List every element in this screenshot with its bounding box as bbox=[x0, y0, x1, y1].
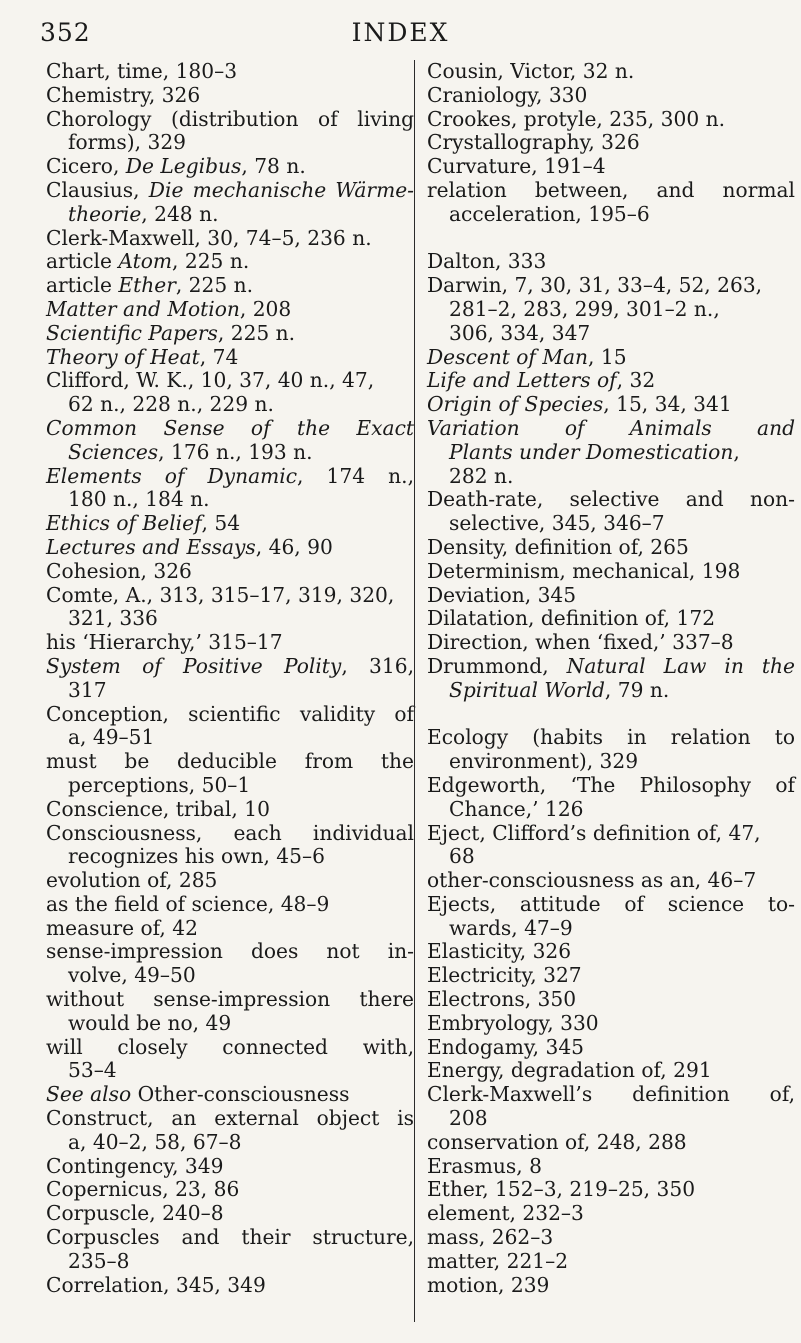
index-text: Corpuscles and their structure, bbox=[46, 1225, 414, 1250]
index-text: Other-consciousness bbox=[131, 1082, 350, 1107]
index-subentry-line bbox=[427, 917, 795, 941]
index-text: Deviation, 345 bbox=[427, 582, 577, 607]
index-subentry-line bbox=[46, 1250, 414, 1274]
index-title-text: Die mechanische Wärme- bbox=[148, 177, 414, 202]
index-entry-line bbox=[46, 798, 414, 822]
index-title-text: See also bbox=[46, 1082, 132, 1107]
index-entry-line bbox=[427, 1012, 795, 1036]
index-text: Dilatation, definition of, 172 bbox=[427, 606, 716, 631]
index-entry-line bbox=[427, 346, 795, 370]
index-entry-line bbox=[46, 179, 414, 203]
index-text: other-consciousness as an, 46–7 bbox=[427, 868, 757, 893]
index-entry-line bbox=[427, 1178, 795, 1202]
index-text: 306, 334, 347 bbox=[449, 320, 591, 345]
index-entry-line bbox=[427, 893, 795, 917]
index-title-text: theorie bbox=[68, 201, 142, 226]
index-text: , 208 bbox=[239, 296, 292, 321]
index-entry-line bbox=[427, 988, 795, 1012]
index-entry-line bbox=[427, 1131, 795, 1155]
index-text: a, 49–51 bbox=[68, 725, 155, 750]
index-text: Edgeworth, ‘The Philosophy of bbox=[427, 772, 795, 797]
index-subentry-line bbox=[46, 774, 414, 798]
index-text: measure of, 42 bbox=[46, 915, 198, 940]
index-subentry-line bbox=[427, 441, 795, 465]
index-text: selective, 345, 346–7 bbox=[449, 511, 665, 536]
index-title-text: Spiritual World bbox=[449, 677, 605, 702]
index-text: , 316, bbox=[341, 653, 414, 678]
index-entry-line bbox=[46, 584, 414, 608]
index-subentry-line bbox=[46, 131, 414, 155]
index-text: Correlation, 345, 349 bbox=[46, 1272, 266, 1297]
index-text: Chorology (distribution of living bbox=[46, 106, 414, 131]
index-text: Clerk-Maxwell’s definition of, bbox=[427, 1082, 795, 1107]
index-text: Clifford, W. K., 10, 37, 40 n., 47, bbox=[46, 368, 375, 393]
index-text: acceleration, 195–6 bbox=[449, 201, 650, 226]
index-entry-line bbox=[427, 560, 795, 584]
index-entry-line bbox=[427, 1036, 795, 1060]
index-text: Comte, A., 313, 315–17, 319, 320, bbox=[46, 582, 395, 607]
index-entry-line bbox=[46, 869, 414, 893]
index-text: Copernicus, 23, 86 bbox=[46, 1177, 240, 1202]
index-entry-line bbox=[46, 298, 414, 322]
index-text: as the field of science, 48–9 bbox=[46, 891, 330, 916]
index-text: , 176 n., 193 n. bbox=[158, 439, 313, 464]
index-subentry-line bbox=[46, 845, 414, 869]
index-text: motion, 239 bbox=[427, 1272, 550, 1297]
index-text: Chemistry, 326 bbox=[46, 82, 201, 107]
index-entry-line bbox=[427, 822, 795, 846]
index-text: 53–4 bbox=[68, 1058, 117, 1083]
index-text: mass, 262–3 bbox=[427, 1225, 554, 1250]
index-title-text: Theory of Heat bbox=[46, 344, 200, 369]
index-column-right bbox=[427, 60, 795, 1297]
index-entry-line bbox=[427, 1250, 795, 1274]
index-text: , 225 n. bbox=[175, 273, 254, 298]
index-text: forms), 329 bbox=[68, 130, 187, 155]
index-text: Crystallography, 326 bbox=[427, 130, 640, 155]
index-entry-line bbox=[46, 1107, 414, 1131]
index-text: Cicero, bbox=[46, 154, 126, 179]
index-subentry-line bbox=[427, 798, 795, 822]
index-text: his ‘Hierarchy,’ 315–17 bbox=[46, 630, 283, 655]
index-entry-line bbox=[427, 1202, 795, 1226]
index-subentry-line bbox=[427, 512, 795, 536]
index-subentry-line bbox=[46, 203, 414, 227]
index-text: 208 bbox=[449, 1106, 488, 1131]
index-text: , 174 n., bbox=[297, 463, 415, 488]
index-text: 282 n. bbox=[449, 463, 514, 488]
index-subentry-line bbox=[46, 441, 414, 465]
index-text: Endogamy, 345 bbox=[427, 1034, 585, 1059]
index-text: , 46, 90 bbox=[255, 534, 333, 559]
index-entry-line bbox=[46, 1155, 414, 1179]
index-text: Ecology (habits in relation to bbox=[427, 725, 795, 750]
index-text: Cousin, Victor, 32 n. bbox=[427, 59, 635, 83]
index-entry-line bbox=[46, 369, 414, 393]
index-text: , 32 bbox=[616, 368, 656, 393]
index-entry-line bbox=[427, 488, 795, 512]
index-entry-line bbox=[427, 155, 795, 179]
index-title-text: Scientific Papers bbox=[46, 320, 218, 345]
index-subentry-line bbox=[46, 488, 414, 512]
index-text: Conception, scientific validity of bbox=[46, 701, 414, 726]
index-text: wards, 47–9 bbox=[449, 915, 573, 940]
index-entry-line bbox=[427, 964, 795, 988]
page-title: INDEX bbox=[351, 18, 450, 47]
index-text: Energy, degradation of, 291 bbox=[427, 1058, 712, 1083]
index-subentry-line bbox=[427, 322, 795, 346]
index-text: Chance,’ 126 bbox=[449, 796, 584, 821]
index-text: , 15, 34, 341 bbox=[603, 392, 732, 417]
index-text: , 78 n. bbox=[241, 154, 306, 179]
index-text: Elasticity, 326 bbox=[427, 939, 572, 964]
index-entry-line bbox=[46, 1274, 414, 1298]
index-title-text: Origin of Species bbox=[427, 392, 604, 417]
index-entry-line bbox=[46, 512, 414, 536]
index-subentry-line bbox=[46, 607, 414, 631]
index-text: Ejects, attitude of science to- bbox=[427, 891, 795, 916]
index-title-text: Matter and Motion bbox=[46, 296, 240, 321]
index-entry-line bbox=[46, 1083, 414, 1107]
index-entry-line bbox=[46, 322, 414, 346]
section-gap bbox=[427, 703, 795, 727]
index-entry-line bbox=[427, 584, 795, 608]
index-text: element, 232–3 bbox=[427, 1201, 584, 1226]
index-column-left bbox=[46, 60, 414, 1297]
index-entry-line bbox=[427, 393, 795, 417]
index-title-text: Plants under Domestication bbox=[449, 439, 734, 464]
index-text: Determinism, mechanical, 198 bbox=[427, 558, 741, 583]
page-header bbox=[0, 14, 801, 54]
index-entry-line bbox=[46, 893, 414, 917]
index-subentry-line bbox=[46, 1131, 414, 1155]
index-entry-line bbox=[427, 60, 795, 84]
index-text: environment), 329 bbox=[449, 749, 639, 774]
index-text: Corpuscle, 240–8 bbox=[46, 1201, 224, 1226]
index-text: Cohesion, 326 bbox=[46, 558, 192, 583]
index-entry-line bbox=[427, 726, 795, 750]
index-text: must be deducible from the bbox=[46, 749, 414, 774]
index-title-text: System of Positive Polity bbox=[46, 653, 342, 678]
index-entry-line bbox=[427, 607, 795, 631]
index-subentry-line bbox=[427, 298, 795, 322]
index-text: , 15 bbox=[588, 344, 627, 369]
index-entry-line bbox=[46, 1202, 414, 1226]
index-entry-line bbox=[46, 227, 414, 251]
index-entry-line bbox=[46, 655, 414, 679]
index-text: 317 bbox=[68, 677, 107, 702]
index-entry-line bbox=[427, 108, 795, 132]
index-entry-line bbox=[427, 1059, 795, 1083]
index-entry-line bbox=[46, 631, 414, 655]
index-text: perceptions, 50–1 bbox=[68, 772, 251, 797]
index-text: Eject, Clifford’s definition of, 47, bbox=[427, 820, 761, 845]
index-entry-line bbox=[427, 774, 795, 798]
index-subentry-line bbox=[427, 679, 795, 703]
index-entry-line bbox=[46, 917, 414, 941]
index-text: article bbox=[46, 273, 119, 298]
index-text: 62 n., 228 n., 229 n. bbox=[68, 392, 274, 417]
index-text: Curvature, 191–4 bbox=[427, 154, 606, 179]
index-text: 180 n., 184 n. bbox=[68, 487, 210, 512]
index-subentry-line bbox=[46, 679, 414, 703]
index-text: sense-impression does not in- bbox=[46, 939, 414, 964]
index-entry-line bbox=[427, 369, 795, 393]
index-text: Contingency, 349 bbox=[46, 1153, 224, 1178]
index-entry-line bbox=[46, 155, 414, 179]
index-title-text: Natural Law in the bbox=[566, 653, 795, 678]
index-entry-line bbox=[427, 655, 795, 679]
index-text: Clausius, bbox=[46, 177, 149, 202]
index-title-text: Ether bbox=[118, 273, 176, 298]
index-entry-line bbox=[427, 1274, 795, 1298]
index-entry-line bbox=[46, 417, 414, 441]
index-entry-line bbox=[46, 822, 414, 846]
index-entry-line bbox=[427, 869, 795, 893]
index-entry-line bbox=[427, 250, 795, 274]
index-text: conservation of, 248, 288 bbox=[427, 1129, 687, 1154]
index-title-text: Ethics of Belief bbox=[46, 511, 202, 536]
index-text: , 79 n. bbox=[604, 677, 670, 702]
index-entry-line bbox=[427, 631, 795, 655]
index-title-text: De Legibus bbox=[125, 154, 242, 179]
index-title-text: Life and Letters of bbox=[427, 368, 617, 393]
index-text: matter, 221–2 bbox=[427, 1248, 569, 1273]
index-text: , 225 n. bbox=[217, 320, 296, 345]
index-text: Craniology, 330 bbox=[427, 82, 588, 107]
index-entry-line bbox=[427, 417, 795, 441]
section-gap bbox=[427, 227, 795, 251]
index-text: Electrons, 350 bbox=[427, 987, 577, 1012]
index-entry-line bbox=[46, 250, 414, 274]
index-text: , bbox=[733, 439, 740, 464]
index-text: Clerk-Maxwell, 30, 74–5, 236 n. bbox=[46, 225, 372, 250]
index-text: Construct, an external object is bbox=[46, 1106, 414, 1131]
index-text: Death-rate, selective and non- bbox=[427, 487, 795, 512]
index-text: recognizes his own, 45–6 bbox=[68, 844, 325, 869]
index-entry-line bbox=[46, 274, 414, 298]
index-text: Embryology, 330 bbox=[427, 1010, 599, 1035]
index-subentry-line bbox=[427, 1107, 795, 1131]
index-text: Ether, 152–3, 219–25, 350 bbox=[427, 1177, 696, 1202]
index-subentry-line bbox=[46, 1012, 414, 1036]
index-entry-line bbox=[46, 750, 414, 774]
index-text: without sense-impression there bbox=[46, 987, 414, 1012]
index-text: Crookes, protyle, 235, 300 n. bbox=[427, 106, 725, 131]
index-text: Drummond, bbox=[427, 653, 567, 678]
index-entry-line bbox=[427, 274, 795, 298]
index-subentry-line bbox=[427, 845, 795, 869]
index-text: , 74 bbox=[199, 344, 239, 369]
index-subentry-line bbox=[46, 393, 414, 417]
index-entry-line bbox=[46, 60, 414, 84]
index-title-text: Lectures and Essays bbox=[46, 534, 256, 559]
index-entry-line bbox=[427, 940, 795, 964]
index-entry-line bbox=[427, 131, 795, 155]
index-entry-line bbox=[46, 1178, 414, 1202]
page-number: 352 bbox=[40, 18, 91, 47]
index-entry-line bbox=[46, 346, 414, 370]
index-text: a, 40–2, 58, 67–8 bbox=[68, 1129, 242, 1154]
index-entry-line bbox=[46, 1036, 414, 1060]
index-text: will closely connected with, bbox=[46, 1034, 414, 1059]
index-subentry-line bbox=[427, 465, 795, 489]
index-text: Conscience, tribal, 10 bbox=[46, 796, 270, 821]
index-subentry-line bbox=[46, 964, 414, 988]
index-entry-line bbox=[46, 84, 414, 108]
index-entry-line bbox=[46, 703, 414, 727]
index-text: Electricity, 327 bbox=[427, 963, 582, 988]
index-text: , 225 n. bbox=[172, 249, 250, 274]
index-entry-line bbox=[46, 108, 414, 132]
index-entry-line bbox=[46, 940, 414, 964]
index-subentry-line bbox=[427, 750, 795, 774]
index-text: , 54 bbox=[201, 511, 241, 536]
index-title-text: Common Sense of the Exact bbox=[46, 415, 414, 440]
index-subentry-line bbox=[46, 1059, 414, 1083]
index-title-text: Sciences bbox=[68, 439, 159, 464]
index-text: Direction, when ‘fixed,’ 337–8 bbox=[427, 630, 734, 655]
index-title-text: Descent of Man bbox=[427, 344, 589, 369]
index-text: Erasmus, 8 bbox=[427, 1153, 542, 1178]
index-entry-line bbox=[46, 536, 414, 560]
index-subentry-line bbox=[427, 203, 795, 227]
index-text: Density, definition of, 265 bbox=[427, 534, 689, 559]
index-text: 68 bbox=[449, 844, 475, 869]
index-entry-line bbox=[46, 560, 414, 584]
index-entry-line bbox=[427, 536, 795, 560]
index-entry-line bbox=[427, 84, 795, 108]
index-entry-line bbox=[46, 465, 414, 489]
index-entry-line bbox=[427, 1226, 795, 1250]
index-text: Darwin, 7, 30, 31, 33–4, 52, 263, bbox=[427, 273, 763, 298]
index-title-text: Elements of Dynamic bbox=[46, 463, 298, 488]
index-entry-line bbox=[427, 1155, 795, 1179]
index-text: volve, 49–50 bbox=[68, 963, 196, 988]
index-text: , 248 n. bbox=[141, 201, 219, 226]
index-text: would be no, 49 bbox=[68, 1010, 232, 1035]
index-text: evolution of, 285 bbox=[46, 868, 218, 893]
index-entry-line bbox=[46, 988, 414, 1012]
column-divider bbox=[414, 60, 415, 1322]
index-subentry-line bbox=[46, 726, 414, 750]
index-text: Dalton, 333 bbox=[427, 249, 547, 274]
index-entry-line bbox=[427, 179, 795, 203]
index-text: 321, 336 bbox=[68, 606, 158, 631]
index-text: article bbox=[46, 249, 119, 274]
index-title-text: Atom bbox=[118, 249, 173, 274]
index-text: 235–8 bbox=[68, 1248, 130, 1273]
index-title-text: Variation of Animals and bbox=[427, 415, 795, 440]
index-text: relation between, and normal bbox=[427, 177, 795, 202]
index-text: Consciousness, each individual bbox=[46, 820, 414, 845]
index-text: Chart, time, 180–3 bbox=[46, 59, 238, 83]
index-entry-line bbox=[427, 1083, 795, 1107]
index-entry-line bbox=[46, 1226, 414, 1250]
index-text: 281–2, 283, 299, 301–2 n., bbox=[449, 296, 720, 321]
